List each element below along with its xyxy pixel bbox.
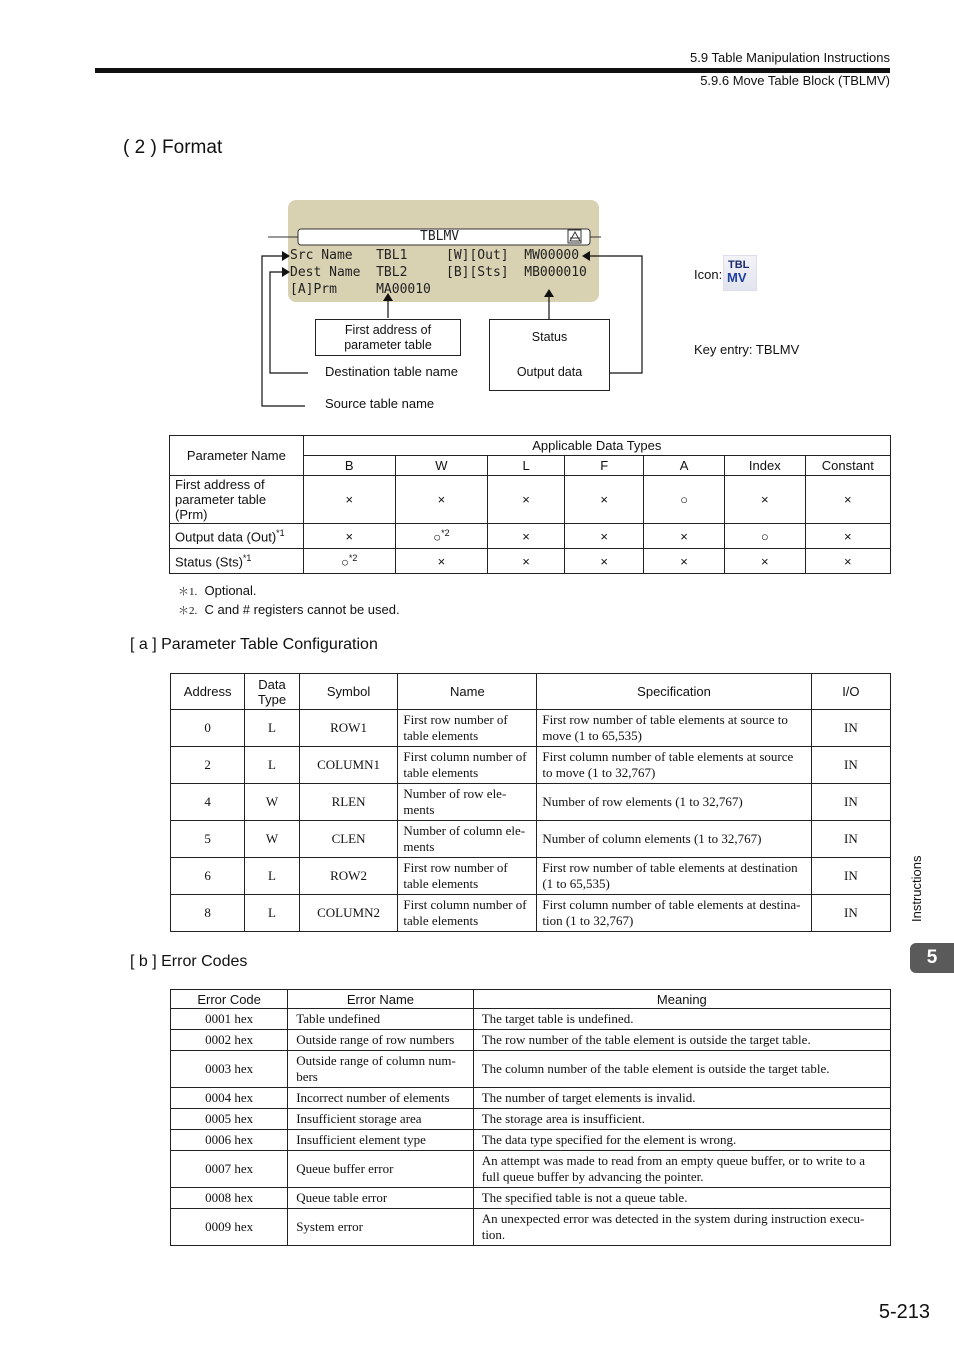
error-code-row — [171, 1151, 891, 1188]
type-cell — [644, 524, 725, 549]
param-config-cell: First column number of table elements at source to move (1 to 32,767) — [537, 747, 811, 784]
param-config-cell: IN — [811, 821, 890, 858]
error-code-row — [171, 1188, 891, 1209]
dest-callout: Destination table name — [325, 364, 458, 379]
types-row — [170, 549, 891, 574]
type-col-header: L — [488, 456, 565, 476]
error-code-cell: The storage area is insufficient. — [473, 1109, 890, 1130]
param-config-cell: CLEN — [299, 821, 398, 858]
error-codes-heading: [ b ] Error Codes — [130, 953, 248, 970]
type-cell — [805, 524, 890, 549]
type-mark: × — [437, 553, 446, 569]
error-code-cell: 0001 hex — [171, 1009, 288, 1030]
param-name-cell — [170, 476, 304, 524]
type-cell — [488, 524, 565, 549]
param-config-cell: W — [245, 784, 299, 821]
lcd-out: [W][Out] MW00000 — [446, 248, 580, 263]
page-number: 5-213 — [878, 1301, 930, 1323]
type-cell — [488, 476, 565, 524]
param-config-row — [171, 710, 891, 747]
type-cell — [395, 524, 487, 549]
param-config-cell: First row number of table elements at source to move (1 to 65,535) — [537, 710, 811, 747]
param-config-cell: First row number of table elements — [398, 858, 537, 895]
param-config-cell: 0 — [171, 710, 245, 747]
type-mark: × — [437, 492, 446, 507]
type-cell — [644, 476, 725, 524]
status-callout: Status — [489, 319, 610, 355]
error-code-row — [171, 1009, 891, 1030]
error-code-cell: The row number of the table element is outside the target table. — [473, 1030, 890, 1051]
icon-label: Icon: — [694, 267, 723, 282]
footnote-2: ＊2. C and # registers cannot be used. — [178, 602, 400, 617]
param-config-header: Address — [171, 674, 245, 710]
param-config-header: Symbol — [299, 674, 398, 710]
param-config-cell: COLUMN2 — [299, 895, 398, 932]
type-mark: × — [680, 553, 688, 569]
type-cell — [565, 476, 644, 524]
param-config-cell: Number of row ele-ments — [398, 784, 537, 821]
error-code-cell: 0004 hex — [171, 1088, 288, 1109]
type-mark: × — [844, 528, 852, 544]
tblmv-icon-top: TBL — [728, 259, 750, 271]
param-config-cell: Number of column ele-ments — [398, 821, 537, 858]
section-title: 5.9 Table Manipulation Instructions — [690, 50, 890, 65]
src-callout: Source table name — [325, 396, 435, 411]
error-code-cell: Outside range of row numbers — [288, 1030, 474, 1051]
type-col-header: Index — [724, 456, 805, 476]
data-types-table — [169, 435, 891, 574]
param-name-cell — [170, 549, 304, 574]
error-code-cell: 0002 hex — [171, 1030, 288, 1051]
param-config-cell: 4 — [171, 784, 245, 821]
chapter-badge: 5 — [910, 943, 954, 973]
param-config-table — [170, 673, 891, 932]
error-codes-header: Meaning — [473, 990, 890, 1009]
param-config-cell: First row number of table elements — [398, 710, 537, 747]
param-config-cell: IN — [811, 710, 890, 747]
param-config-header: Data Type — [245, 674, 299, 710]
error-code-cell: Table undefined — [288, 1009, 474, 1030]
type-mark: × — [522, 553, 530, 569]
error-code-row — [171, 1051, 891, 1088]
param-config-cell: IN — [811, 895, 890, 932]
type-cell — [488, 549, 565, 574]
error-code-cell: The data type specified for the element is wrong. — [473, 1130, 890, 1151]
type-mark: × — [761, 553, 769, 569]
type-cell — [724, 476, 805, 524]
error-code-row — [171, 1109, 891, 1130]
param-config-cell: First column number of table elements — [398, 747, 537, 784]
param-config-cell: First column number of table elements at destina-tion (1 to 32,767) — [537, 895, 811, 932]
type-mark: × — [345, 528, 354, 544]
type-col-header: F — [565, 456, 644, 476]
param-name-text: First address of parameter table (Prm) — [175, 477, 267, 522]
footnote-ref: *2 — [441, 527, 450, 538]
type-col-header: Constant — [805, 456, 890, 476]
type-mark: × — [844, 492, 852, 507]
param-config-cell: L — [245, 858, 299, 895]
error-code-row — [171, 1088, 891, 1109]
error-code-cell: System error — [288, 1209, 474, 1246]
type-cell — [724, 524, 805, 549]
type-cell — [644, 549, 725, 574]
type-mark: × — [522, 528, 530, 544]
type-cell — [565, 524, 644, 549]
error-codes-table — [170, 989, 891, 1246]
type-cell — [303, 549, 395, 574]
param-name-text: Output data (Out) — [175, 529, 277, 545]
type-mark: × — [600, 528, 608, 544]
footnote-ref: *1 — [276, 527, 285, 538]
error-code-cell: 0005 hex — [171, 1109, 288, 1130]
format-diagram — [0, 0, 954, 420]
param-config-row — [171, 858, 891, 895]
type-col-header: B — [303, 456, 395, 476]
error-code-cell: The number of target elements is invalid. — [473, 1088, 890, 1109]
prm-callout: First address of parameter table — [315, 319, 461, 356]
type-mark: × — [680, 528, 688, 544]
type-cell — [805, 476, 890, 524]
type-mark: × — [345, 492, 354, 507]
error-code-cell: Insufficient element type — [288, 1130, 474, 1151]
param-config-cell: RLEN — [299, 784, 398, 821]
error-code-cell: Queue table error — [288, 1188, 474, 1209]
lcd-sts: [B][Sts] MB000010 — [446, 265, 587, 280]
type-cell — [395, 476, 487, 524]
type-mark: × — [600, 553, 608, 569]
type-mark: ○ — [760, 528, 769, 544]
type-cell — [724, 549, 805, 574]
error-code-cell: 0008 hex — [171, 1188, 288, 1209]
param-config-header: I/O — [811, 674, 890, 710]
type-cell — [805, 549, 890, 574]
param-config-row — [171, 784, 891, 821]
lcd-dest-name: Dest Name TBL2 — [290, 265, 408, 280]
error-code-cell: 0009 hex — [171, 1209, 288, 1246]
error-code-cell: An unexpected error was detected in the system during instruction execu-tion. — [473, 1209, 890, 1246]
footnote-ref: *1 — [242, 552, 252, 563]
side-tab-label: Instructions — [909, 855, 924, 922]
type-mark: × — [522, 492, 530, 507]
type-mark: × — [761, 492, 769, 507]
error-code-cell: Insufficient storage area — [288, 1109, 474, 1130]
param-config-cell: 6 — [171, 858, 245, 895]
param-config-cell: First column number of table elements — [398, 895, 537, 932]
error-code-cell: Queue buffer error — [288, 1151, 474, 1188]
lcd-src-name: Src Name TBL1 — [290, 248, 408, 263]
param-config-cell: 5 — [171, 821, 245, 858]
type-mark: × — [844, 553, 852, 569]
error-code-row — [171, 1030, 891, 1051]
types-row — [170, 476, 891, 524]
type-cell — [303, 476, 395, 524]
param-config-cell: Number of row elements (1 to 32,767) — [537, 784, 811, 821]
error-codes-header: Error Code — [171, 990, 288, 1009]
error-code-cell: An attempt was made to read from an empty queue buffer, or to write to a full queue buffer by advancing the pointer. — [473, 1151, 890, 1188]
tblmv-icon-bottom: MV — [727, 270, 747, 285]
param-config-heading: [ a ] Parameter Table Configuration — [130, 636, 378, 653]
param-config-cell: Number of column elements (1 to 32,767) — [537, 821, 811, 858]
param-config-cell: IN — [811, 747, 890, 784]
param-config-cell: L — [245, 710, 299, 747]
error-codes-header: Error Name — [288, 990, 474, 1009]
tblmv-icon — [723, 255, 757, 291]
param-name-text: Status (Sts) — [175, 554, 243, 570]
param-config-header: Name — [398, 674, 537, 710]
param-config-cell: ROW1 — [299, 710, 398, 747]
error-code-cell: Incorrect number of elements — [288, 1088, 474, 1109]
error-code-cell: 0003 hex — [171, 1051, 288, 1088]
type-col-header: A — [644, 456, 725, 476]
error-code-cell: The column number of the table element is outside the target table. — [473, 1051, 890, 1088]
param-name-cell — [170, 524, 304, 549]
param-name-header: Parameter Name — [170, 436, 304, 476]
types-row — [170, 524, 891, 549]
param-config-cell: L — [245, 895, 299, 932]
type-cell — [303, 524, 395, 549]
format-heading: ( 2 ) Format — [123, 137, 223, 158]
type-mark: ○ — [433, 529, 442, 545]
type-mark: ○ — [341, 554, 349, 570]
error-code-row — [171, 1130, 891, 1151]
footnote-ref: *2 — [348, 552, 358, 563]
param-config-cell: 8 — [171, 895, 245, 932]
type-mark: × — [600, 492, 608, 507]
param-config-cell: ROW2 — [299, 858, 398, 895]
param-config-cell: IN — [811, 784, 890, 821]
param-config-row — [171, 895, 891, 932]
param-config-cell: IN — [811, 858, 890, 895]
side-tab — [905, 840, 933, 920]
output-callout: Output data — [489, 354, 610, 391]
type-col-header: W — [395, 456, 487, 476]
param-config-header: Specification — [537, 674, 811, 710]
error-code-cell: 0007 hex — [171, 1151, 288, 1188]
key-entry: Key entry: TBLMV — [694, 342, 800, 357]
connector-lines — [0, 0, 954, 420]
subsection-title: 5.9.6 Move Table Block (TBLMV) — [700, 73, 890, 88]
error-code-cell: 0006 hex — [171, 1130, 288, 1151]
error-code-row — [171, 1209, 891, 1246]
error-code-cell: Outside range of column num-bers — [288, 1051, 474, 1088]
param-config-cell: First row number of table elements at destination (1 to 65,535) — [537, 858, 811, 895]
param-config-row — [171, 747, 891, 784]
param-config-cell: L — [245, 747, 299, 784]
type-cell — [395, 549, 487, 574]
applicable-types-header: Applicable Data Types — [303, 436, 890, 456]
lcd-prm: [A]Prm MA00010 — [290, 282, 431, 297]
lcd-title: TBLMV — [420, 229, 460, 244]
type-mark: ○ — [680, 492, 688, 507]
footnote-1: ＊1. Optional. — [178, 583, 257, 598]
error-code-cell: The target table is undefined. — [473, 1009, 890, 1030]
param-config-cell: W — [245, 821, 299, 858]
param-config-row — [171, 821, 891, 858]
type-cell — [565, 549, 644, 574]
param-config-cell: 2 — [171, 747, 245, 784]
error-code-cell: The specified table is not a queue table. — [473, 1188, 890, 1209]
param-config-cell: COLUMN1 — [299, 747, 398, 784]
